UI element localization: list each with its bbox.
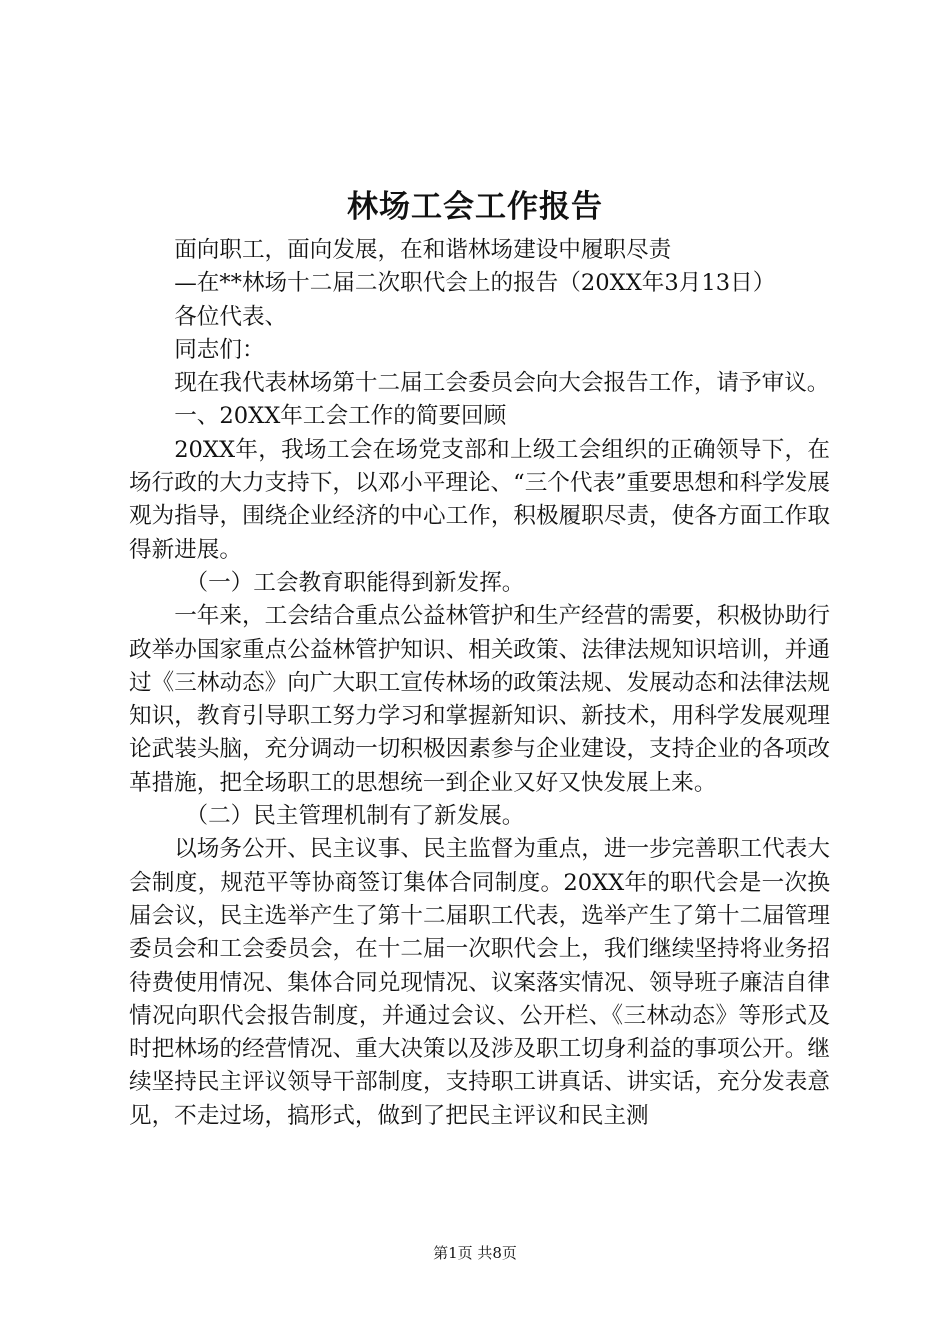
page-number: 第1页	[433, 1244, 473, 1262]
section-heading-review: 一、20XX年工会工作的简要回顾	[174, 403, 507, 430]
opening-paragraph: 现在我代表林场第十二届工会委员会向大会报告工作，请予审议。	[174, 370, 830, 397]
report-occasion-line: —在**林场十二届二次职代会上的报告（20XX年3月13日）	[174, 270, 776, 297]
subsection-heading-democracy: （二）民主管理机制有了新发展。	[185, 803, 525, 830]
democracy-paragraph: 以场务公开、民主议事、民主监督为重点，进一步完善职工代表大会制度，规范平等协商签订集体合同制度。20XX年的职代会是一次换届会议，民主选举产生了第十二届职工代表，选举产生了第十二届管理委员会和工会委员会，在十二届一次职代会上，我们继续坚持将业务招待费使用情况、集体合同兑现情况、议案落实情况、领导班子廉洁自律情况向职代会报告制度，并通过会议、公开栏、《三林动态》等形式及时把林场的经营情况、重大决策以及涉及职工切身利益的事项公开。继续坚持民主评议领导干部制度，支持职工讲真话、讲实话，充分发表意见，不走过场，搞形式，做到了把民主评议和民主测	[129, 836, 830, 1129]
page-total: 共8页	[477, 1244, 517, 1262]
salutation-comrades: 同志们：	[174, 336, 265, 363]
review-paragraph: 20XX年，我场工会在场党支部和上级工会组织的正确领导下，在场行政的大力支持下，以邓小平理论、“三个代表”重要思想和科学发展观为指导，围绕企业经济的中心工作，积极履职尽责，使各方面工作取得新进展。	[129, 436, 830, 563]
page-footer	[0, 1242, 950, 1264]
subsection-heading-education: （一）工会教育职能得到新发挥。	[185, 569, 525, 596]
salutation-delegates: 各位代表、	[174, 303, 288, 330]
education-paragraph: 一年来，工会结合重点公益林管护和生产经营的需要，积极协助行政举办国家重点公益林管护知识、相关政策、法律法规知识培训，并通过《三林动态》向广大职工宣传林场的政策法规、发展动态和法律法规知识，教育引导职工努力学习和掌握新知识、新技术，用科学发展观理论武装头脑，充分调动一切积极因素参与企业建设，支持企业的各项改革措施，把全场职工的思想统一到企业又好又快发展上来。	[129, 603, 830, 796]
document-title: 林场工会工作报告	[347, 189, 603, 225]
document-body	[129, 234, 830, 1133]
subtitle-line: 面向职工，面向发展，在和谐林场建设中履职尽责	[174, 237, 672, 263]
